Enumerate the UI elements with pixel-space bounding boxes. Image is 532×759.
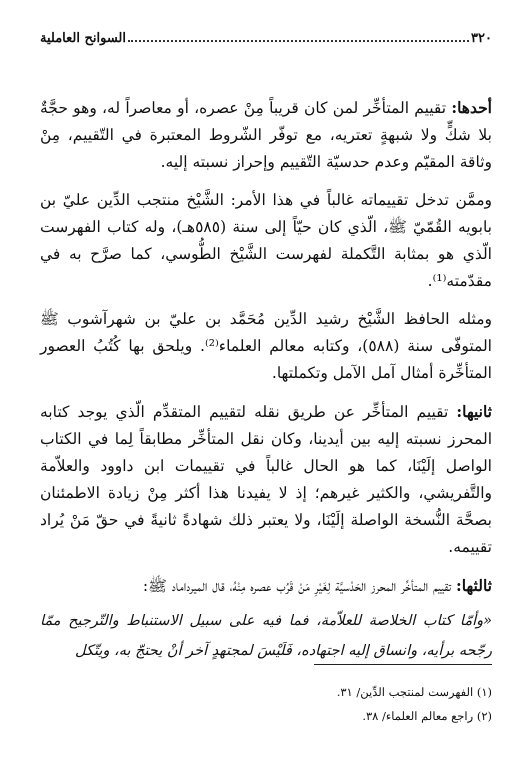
paragraph-muntajab	[40, 187, 492, 295]
paragraph-second	[40, 398, 492, 561]
paragraph-lead: ثالثها:	[455, 576, 492, 595]
running-title: السوانح العاملية	[40, 31, 126, 46]
paragraph-text: تقييم المتأخِّر المحرز الحَدْسيَّة لِغَيْرِ مَنْ قَرُب عصره مِنْهُ، قال الميرداماد ﷺ:	[142, 577, 456, 595]
paragraph-lead: ثانيها:	[456, 402, 492, 421]
footnotes	[40, 680, 492, 728]
paragraph-lead: أحدها:	[451, 98, 492, 117]
footnote-1: (١) الفهرست لمنتجب الدِّين/ ٣١.	[336, 685, 492, 699]
page-header	[40, 28, 492, 48]
paragraph-text: ومثله الحافظ الشَّيْخ رشيد الدِّين مُحَمَّد بن عليّ بن شهرآشوب ﷺ المتوفّى سنة (٥٨٨)، وكتابه معالم العلماء⁽²⁾. ويلحق بها كُتُبُ العصور المتأخِّرة أمثال آمل الآمل وتكملتها.	[40, 310, 492, 382]
header-dotted-leader	[128, 28, 469, 42]
footnote-2: (٢) راجع معالم العلماء/ ٣٨.	[362, 709, 492, 723]
footnote-separator	[314, 664, 492, 665]
page-number: ٣٢٠	[471, 31, 492, 46]
paragraph-text: تقييم المتأخِّر عن طريق نقله لتقييم المتقدِّم الّذي يوجد كتابه المحرز نسبته إليه بين أيدينا، وكان نقل المتأخِّر مطابقاً لِما في الكتاب الواصل إلَيْنَا، كما هو الحال غالباً في تقييمات ابن داوود والعلاّمة والتَّفريشي، والكثير غيرهم؛ إذ لا يفيدنا هذا أكثر مِنْ زيادة الاطمئنان بصحَّة النُّسخة الواصلة إلَيْنَا، ولا يعتبر ذلك شهادةً ثانيةً في حقّ مَنْ يُراد تقييمه.	[40, 403, 492, 556]
paragraph-first	[40, 94, 492, 176]
paragraph-text: وممَّن تدخل تقييماته غالباً في هذا الأمر: الشَّيْخ منتجب الدِّين عليّ بن بابويه القُمّيّ ﷺ، الّذي كان حيّاً إلى سنة (٥٨٥هـ)، وله كتاب الفهرست الّذي هو بمثابة التَّكملة لفهرست الشَّيْخ الطُّوسي، كما صرَّح به في مقدّمته⁽¹⁾.	[40, 191, 492, 290]
paragraph-ibn-shahrashub	[40, 306, 492, 387]
paragraph-third	[40, 572, 492, 600]
paragraph-text: تقييم المتأخِّر لمن كان قريباً مِنْ عصره، أو معاصراً له، وهو حجَّةٌ بلا شكٍّ ولا شبهةٍ تعتريه، مع توفّر الشّروط المعتبرة في التّقييم، مِنْ وثاقة المقيّم وعدم حدسيّة التّقييم وإحراز نسبته إليه.	[40, 99, 492, 171]
block-quotation: «وأمّا كتاب الخلاصة للعلاّمة، فما فيه على سبيل الاستنباط والتّرجيح ممّا رجّحه برأيه، وانساق إليه اجتهاده، فَلَيْسَ لمجتهدٍ آخر أنْ يحتجّ به، ويتّكل	[40, 613, 492, 659]
document-page	[40, 28, 492, 723]
